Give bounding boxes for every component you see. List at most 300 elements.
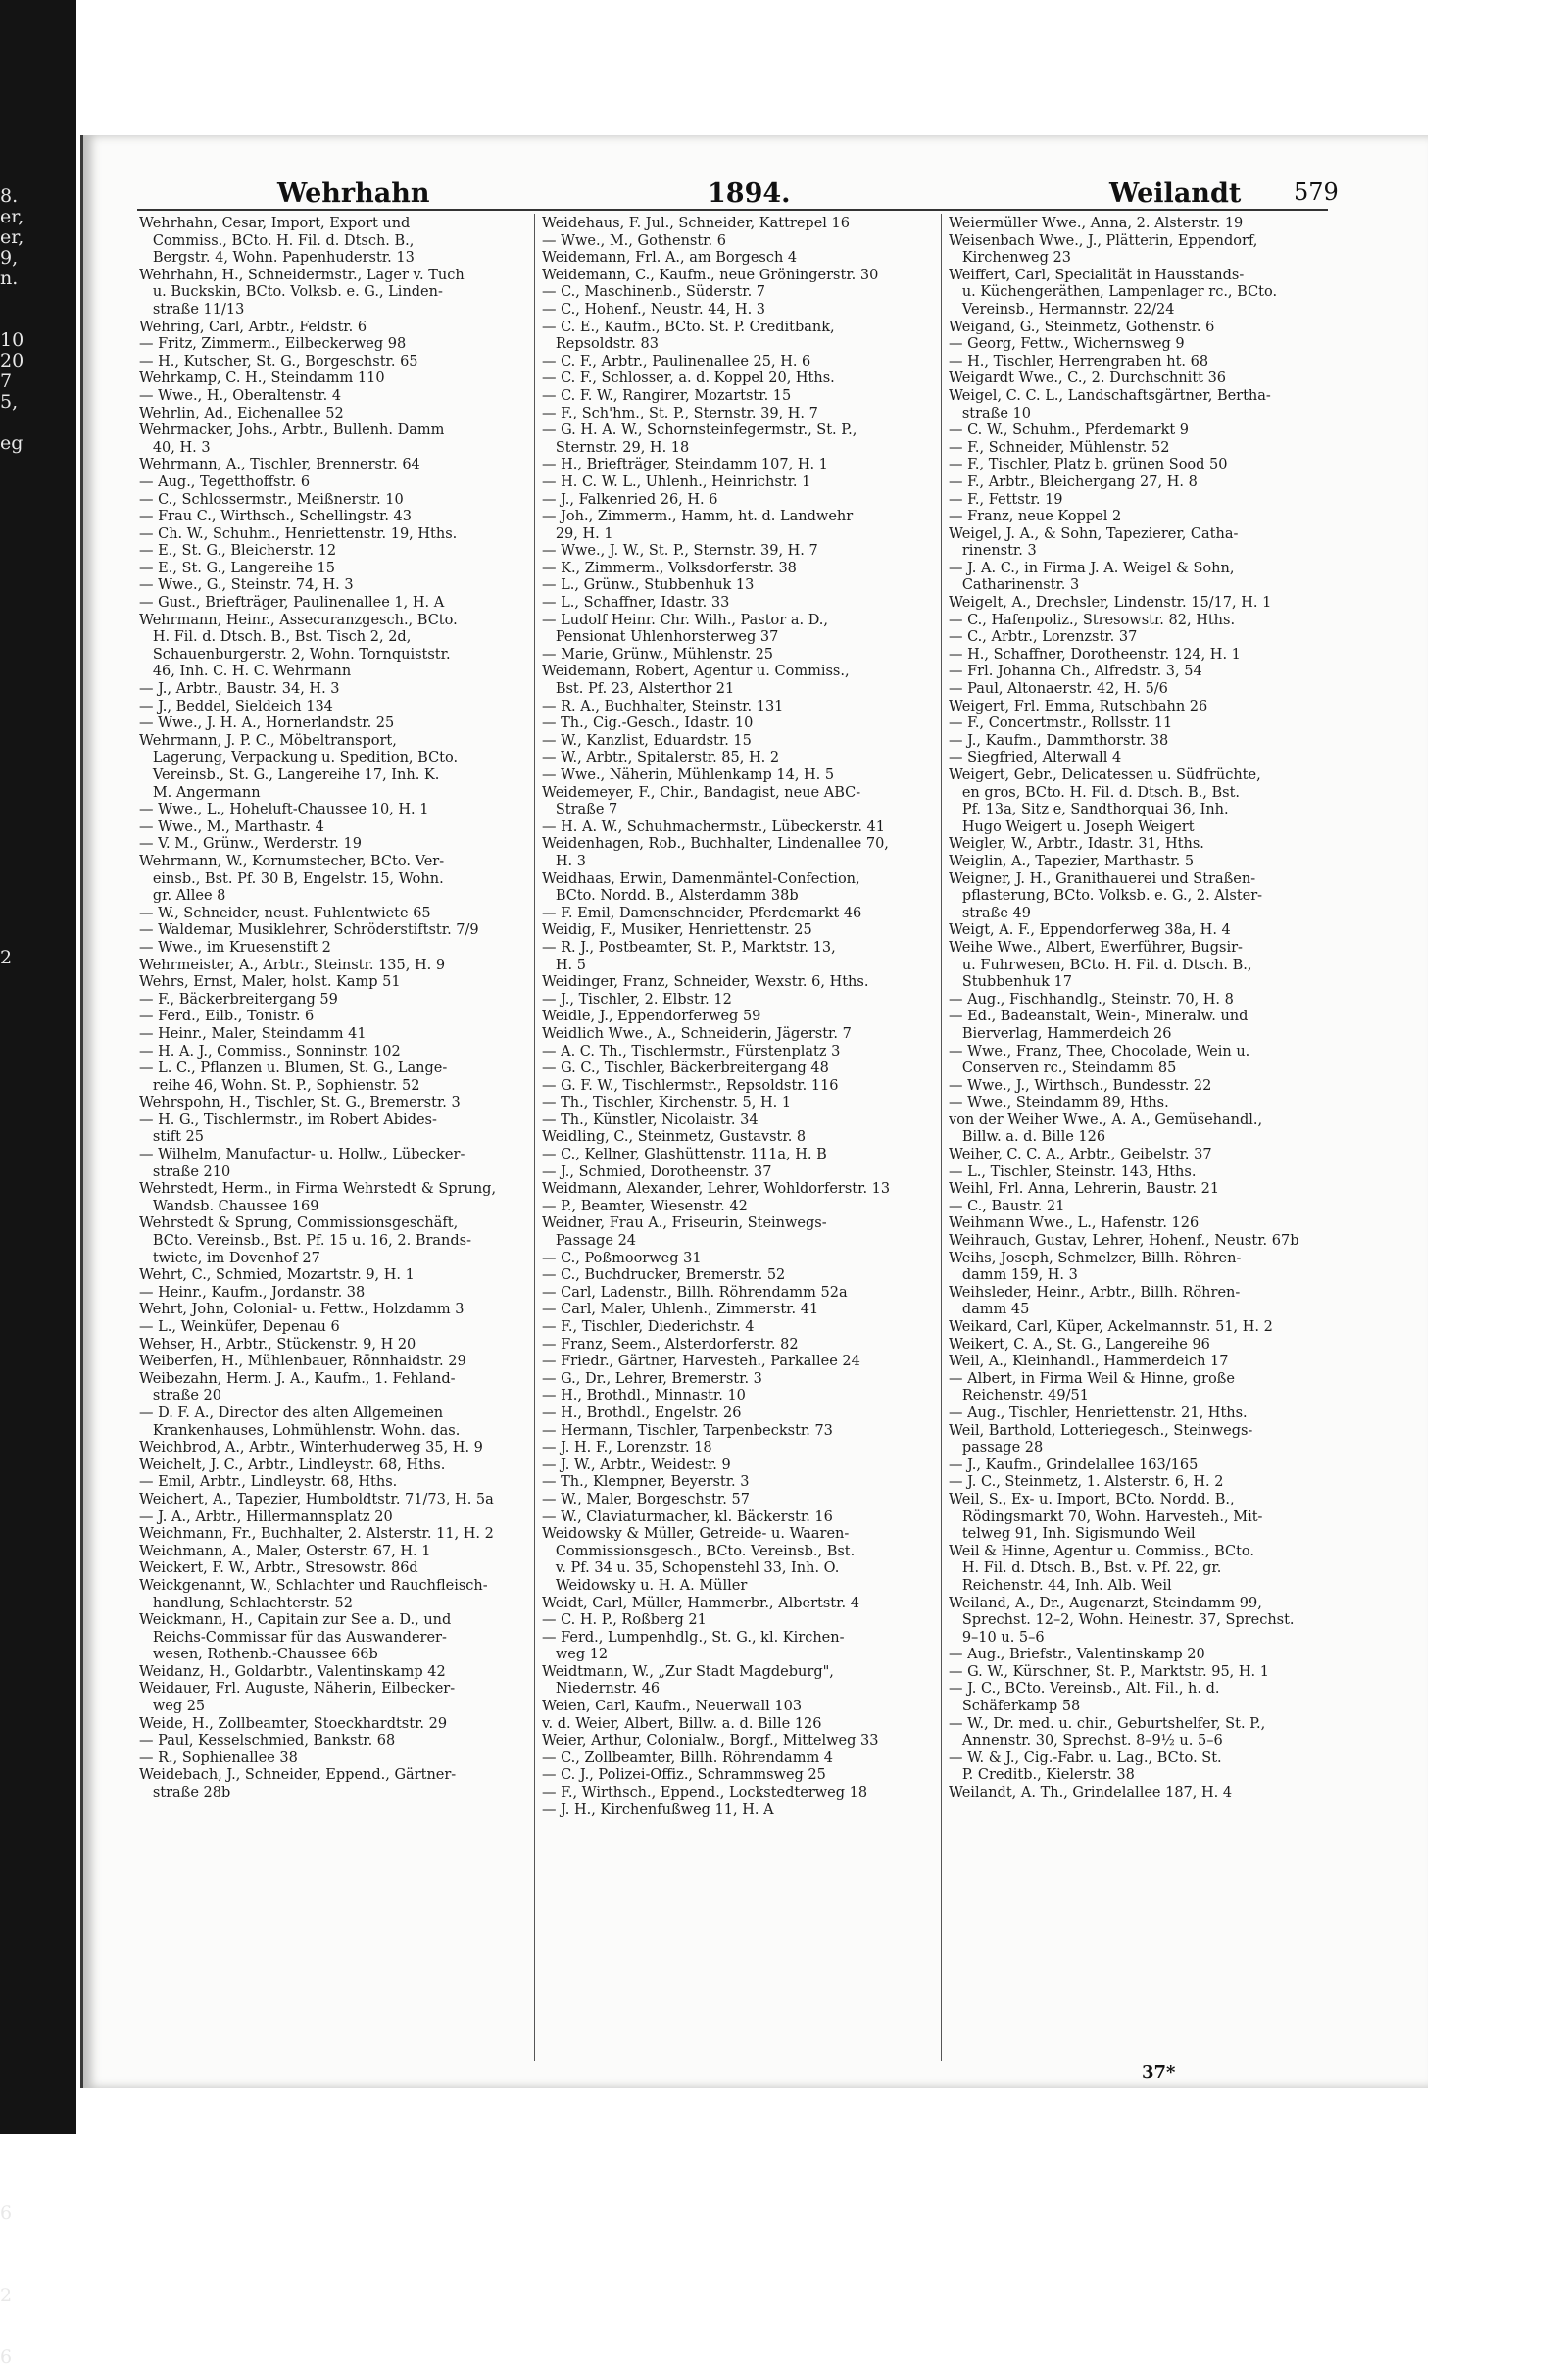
directory-entry-line: Stubbenhuk 17: [949, 974, 1072, 991]
margin-fragment: [0, 1380, 39, 1401]
margin-fragment: [0, 495, 39, 516]
margin-fragment: [0, 2245, 39, 2265]
margin-fragment: [0, 1998, 39, 2018]
directory-entry-line: — F., Concertmstr., Rollsstr. 11: [949, 715, 1173, 732]
margin-fragment: 20: [0, 351, 24, 371]
margin-fragment: [0, 1010, 39, 1030]
directory-entry-line: — Ch. W., Schuhm., Henriettenstr. 19, Hths.: [139, 525, 458, 542]
margin-fragment: [0, 1956, 39, 1977]
directory-entry-line: 40, H. 3: [139, 439, 211, 456]
directory-entry-line: H. Fil. d. Dtsch. B., Bst. Tisch 2, 2d,: [139, 629, 412, 646]
directory-entry-line: Weickmann, H., Capitain zur See a. D., und: [139, 1612, 452, 1629]
directory-entry-line: Weickert, F. W., Arbtr., Stresowstr. 86d: [139, 1560, 418, 1577]
directory-entry-line: — G. H. A. W., Schornsteinfegermstr., St. P.,: [542, 422, 858, 439]
directory-entry-line: reihe 46, Wohn. St. P., Sophienstr. 52: [139, 1077, 420, 1094]
directory-entry-line: — W., Schneider, neust. Fuhlentwiete 65: [139, 905, 431, 921]
margin-fragment: [0, 1051, 39, 1071]
directory-entry-line: — Wilhelm, Manufactur- u. Hollw., Lübecker-: [139, 1147, 466, 1163]
column-divider: [941, 214, 942, 2061]
margin-fragment: er,: [0, 227, 24, 248]
directory-entry-line: Billw. a. d. Bille 126: [949, 1129, 1106, 1146]
directory-entry-line: Weigand, G., Steinmetz, Gothenstr. 6: [949, 319, 1215, 335]
directory-entry-line: — C., Buchdrucker, Bremerstr. 52: [542, 1267, 786, 1284]
directory-entry-line: — C., Baustr. 21: [949, 1198, 1065, 1214]
directory-entry-line: Weihs, Joseph, Schmelzer, Billh. Röhren-: [949, 1250, 1242, 1266]
directory-entry-line: Weidemeyer, F., Chir., Bandagist, neue ABC-: [542, 784, 861, 801]
directory-entry-line: Weigert, Frl. Emma, Rutschbahn 26: [949, 698, 1208, 715]
directory-entry-line: passage 28: [949, 1440, 1044, 1456]
margin-fragment: [0, 1792, 39, 1812]
margin-fragment: [0, 2265, 39, 2286]
directory-entry-line: — Albert, in Firma Weil & Hinne, große: [949, 1370, 1235, 1387]
directory-entry-line: — Aug., Briefstr., Valentinskamp 20: [949, 1647, 1205, 1663]
directory-entry-line: — J., Beddel, Sieldeich 134: [139, 698, 333, 715]
directory-entry-line: — C., Kellner, Glashüttenstr. 111a, H. B: [542, 1147, 827, 1163]
directory-entry-line: — Ed., Badeanstalt, Wein-, Mineralw. und: [949, 1009, 1249, 1025]
margin-fragment: [0, 1668, 39, 1689]
directory-entry-line: 46, Inh. C. H. C. Wehrmann: [139, 664, 352, 680]
directory-entry-line: — W., Dr. med. u. chir., Geburtshelfer, St. P.,: [949, 1715, 1266, 1732]
directory-entry-line: straße 10: [949, 405, 1031, 421]
directory-entry-line: straße 11/13: [139, 301, 245, 318]
directory-entry-line: — A. C. Th., Tischlermstr., Fürstenplatz 3: [542, 1043, 841, 1060]
directory-entry-line: — Wwe., Näherin, Mühlenkamp 14, H. 5: [542, 767, 835, 783]
directory-entry-line: u. Küchengeräthen, Lampenlager rc., BCto.: [949, 284, 1278, 301]
directory-entry-line: Hugo Weigert u. Joseph Weigert: [949, 818, 1195, 835]
directory-entry-line: weg 25: [139, 1699, 206, 1715]
margin-fragment: er,: [0, 207, 24, 227]
directory-entry-line: v. d. Weier, Albert, Billw. a. d. Bille 126: [542, 1715, 822, 1732]
directory-entry-line: — Frau C., Wirthsch., Schellingstr. 43: [139, 509, 412, 525]
directory-entry-line: Weibezahn, Herm. J. A., Kaufm., 1. Fehland-: [139, 1370, 456, 1387]
directory-entry-line: Weichert, A., Tapezier, Humboldtstr. 71/73, H. 5a: [139, 1491, 494, 1507]
directory-entry-line: Weichelt, J. C., Arbtr., Lindleystr. 68, Hths.: [139, 1456, 446, 1473]
directory-entry-line: — W., Maler, Borgeschstr. 57: [542, 1491, 750, 1507]
margin-fragment: [0, 2100, 39, 2121]
directory-entry-line: — Joh., Zimmerm., Hamm, ht. d. Landwehr: [542, 509, 854, 525]
directory-entry-line: Weikard, Carl, Küper, Ackelmannstr. 51, H. 2: [949, 1319, 1273, 1335]
directory-entry-line: — Carl, Ladenstr., Billh. Röhrendamm 52a: [542, 1284, 848, 1301]
margin-fragment: [0, 1565, 39, 1586]
directory-entry-line: weg 12: [542, 1647, 609, 1663]
directory-entry-line: Weigner, J. H., Granithauerei und Straßen-: [949, 870, 1256, 887]
directory-entry-line: — C. F., Schlosser, a. d. Koppel 20, Hths.: [542, 370, 835, 387]
directory-entry-line: — Heinr., Maler, Steindamm 41: [139, 1025, 367, 1042]
directory-entry-line: — C. E., Kaufm., BCto. St. P. Creditbank,: [542, 319, 835, 335]
margin-fragment: [0, 310, 39, 330]
directory-entry-line: — Th., Künstler, Nicolaistr. 34: [542, 1111, 759, 1128]
margin-fragment: [0, 1174, 39, 1195]
directory-entry-line: — R. J., Postbeamter, St. P., Marktstr. 13,: [542, 939, 836, 956]
margin-fragment: [0, 2018, 39, 2039]
directory-entry-line: — Paul, Altonaerstr. 42, H. 5/6: [949, 681, 1168, 698]
directory-entry-line: — L., Grünw., Stubbenhuk 13: [542, 577, 755, 594]
margin-fragment: [0, 1030, 39, 1051]
directory-entry-line: Weigel, C. C. L., Landschaftsgärtner, Bertha-: [949, 387, 1271, 404]
directory-entry-line: — G., Dr., Lehrer, Bremerstr. 3: [542, 1370, 762, 1387]
directory-entry-line: damm 45: [949, 1302, 1030, 1318]
directory-entry-line: — J. H. F., Lorenzstr. 18: [542, 1440, 712, 1456]
margin-fragment: [0, 557, 39, 577]
directory-entry-line: Wehrmeister, A., Arbtr., Steinstr. 135, H. 9: [139, 957, 446, 973]
directory-entry-line: — Aug., Tischler, Henriettenstr. 21, Hths.: [949, 1405, 1248, 1421]
margin-fragment: [0, 1524, 39, 1545]
directory-entry-line: — F., Bäckerbreitergang 59: [139, 991, 338, 1008]
directory-entry-line: Weidlich Wwe., A., Schneiderin, Jägerstr. 7: [542, 1025, 852, 1042]
margin-fragment: [0, 865, 39, 886]
directory-entry-line: — W., Arbtr., Spitalerstr. 85, H. 2: [542, 750, 780, 766]
directory-entry-line: — Ferd., Eilb., Tonistr. 6: [139, 1009, 315, 1025]
directory-entry-line: — C. H. P., Roßberg 21: [542, 1612, 707, 1629]
directory-entry-line: pflasterung, BCto. Volksb. e. G., 2. Alster-: [949, 888, 1263, 905]
directory-entry-line: — C. J., Polizei-Offiz., Schrammsweg 25: [542, 1767, 826, 1784]
margin-fragment: [0, 1462, 39, 1483]
directory-entry-line: Vereinsb., Hermannstr. 22/24: [949, 301, 1175, 318]
directory-entry-line: Weigel, J. A., & Sohn, Tapezierer, Catha-: [949, 525, 1239, 542]
directory-entry-line: — K., Zimmerm., Volksdorferstr. 38: [542, 560, 797, 576]
directory-entry-line: Schauenburgerstr. 2, Wohn. Tornquiststr.: [139, 646, 451, 663]
directory-entry-line: — L., Weinküfer, Depenau 6: [139, 1319, 340, 1335]
directory-entry-line: Weickgenannt, W., Schlachter und Rauchfleisch-: [139, 1577, 488, 1594]
directory-entry-line: — C., Poßmoorweg 31: [542, 1250, 702, 1266]
directory-entry-line: — Wwe., M., Marthastr. 4: [139, 818, 324, 835]
margin-fragment: [0, 1298, 39, 1318]
margin-fragment: [0, 1483, 39, 1504]
directory-entry-line: — Ludolf Heinr. Chr. Wilh., Pastor a. D.,: [542, 612, 829, 628]
margin-fragment: [0, 454, 39, 474]
margin-fragment: [0, 618, 39, 639]
directory-entry-line: P. Creditb., Kielerstr. 38: [949, 1767, 1135, 1784]
margin-fragment: [0, 2142, 39, 2162]
margin-fragment: [0, 824, 39, 845]
directory-entry-line: Weien, Carl, Kaufm., Neuerwall 103: [542, 1699, 803, 1715]
directory-entry-line: — J. A., Arbtr., Hillermannsplatz 20: [139, 1508, 393, 1525]
directory-entry-line: H. 5: [542, 957, 586, 973]
directory-entry-line: Weidinger, Franz, Schneider, Wexstr. 6, Hths.: [542, 974, 869, 991]
directory-entry-line: Wehrmann, W., Kornumstecher, BCto. Ver-: [139, 853, 445, 869]
margin-fragment: eg: [0, 433, 24, 454]
directory-entry-line: — Carl, Maler, Uhlenh., Zimmerstr. 41: [542, 1302, 819, 1318]
directory-entry-line: Wehrt, C., Schmied, Mozartstr. 9, H. 1: [139, 1267, 415, 1284]
directory-entry-line: — J., Schmied, Dorotheenstr. 37: [542, 1163, 772, 1180]
directory-entry-line: H. 3: [542, 853, 586, 869]
directory-entry-line: Weidtmann, W., „Zur Stadt Magdeburg",: [542, 1663, 834, 1680]
header-year: 1894.: [708, 178, 791, 209]
directory-entry-line: — J., Falkenried 26, H. 6: [542, 491, 718, 508]
directory-entry-line: — E., St. G., Bleicherstr. 12: [139, 543, 337, 560]
directory-entry-line: Weiher, C. C. A., Arbtr., Geibelstr. 37: [949, 1147, 1212, 1163]
directory-entry-line: — C., Hohenf., Neustr. 44, H. 3: [542, 301, 766, 318]
directory-entry-line: Wehrmann, J. P. C., Möbeltransport,: [139, 732, 397, 749]
directory-entry-line: von der Weiher Wwe., A. A., Gemüsehandl.,: [949, 1111, 1263, 1128]
directory-entry-line: straße 49: [949, 905, 1031, 921]
directory-entry-line: — H., Brothdl., Engelstr. 26: [542, 1405, 742, 1421]
margin-fragment: [0, 783, 39, 804]
margin-fragment: [0, 1359, 39, 1380]
margin-fragment: [0, 1812, 39, 1833]
directory-entry-line: Reichenstr. 44, Inh. Alb. Weil: [949, 1577, 1172, 1594]
directory-entry-line: Weil & Hinne, Agentur u. Commiss., BCto.: [949, 1543, 1254, 1559]
directory-entry-line: — H. G., Tischlermstr., im Robert Abides-: [139, 1111, 437, 1128]
column-divider: [534, 214, 535, 2061]
directory-entry-line: — C., Schlossermstr., Meißnerstr. 10: [139, 491, 404, 508]
directory-entry-line: Weihe Wwe., Albert, Ewerführer, Bugsir-: [949, 939, 1243, 956]
directory-entry-line: — Waldemar, Musiklehrer, Schröderstiftstr. 7/9: [139, 922, 479, 939]
margin-fragment: [0, 2162, 39, 2183]
margin-fragment: [0, 1318, 39, 1339]
directory-entry-line: Wehrspohn, H., Tischler, St. G., Bremerstr. 3: [139, 1095, 461, 1111]
directory-entry-line: BCto. Vereinsb., Bst. Pf. 15 u. 16, 2. Brands-: [139, 1233, 472, 1250]
margin-fragment: [0, 289, 39, 310]
directory-entry-line: straße 20: [139, 1388, 221, 1405]
directory-entry-line: Krankenhauses, Lohmühlenstr. Wohn. das.: [139, 1422, 461, 1439]
margin-fragment: [0, 1071, 39, 1092]
directory-entry-line: — J., Arbtr., Baustr. 34, H. 3: [139, 681, 340, 698]
directory-entry-line: Wandsb. Chaussee 169: [139, 1198, 319, 1214]
margin-fragment: [0, 598, 39, 618]
directory-entry-line: — D. F. A., Director des alten Allgemeinen: [139, 1405, 444, 1421]
directory-entry-line: — F., Sch'hm., St. P., Sternstr. 39, H. 7: [542, 405, 818, 421]
directory-entry-line: Weilandt, A. Th., Grindelallee 187, H. 4: [949, 1785, 1233, 1801]
directory-entry-line: — H. A. W., Schuhmachermstr., Lübeckerstr. 41: [542, 818, 886, 835]
margin-fragment: [0, 680, 39, 701]
directory-entry-line: straße 28b: [139, 1785, 231, 1801]
margin-fragment: [0, 927, 39, 948]
directory-entry-line: Weikert, C. A., St. G., Langereihe 96: [949, 1336, 1210, 1353]
directory-entry-line: Weidle, J., Eppendorferweg 59: [542, 1009, 761, 1025]
directory-entry-line: — Paul, Kesselschmied, Bankstr. 68: [139, 1733, 396, 1750]
margin-fragment: 6: [0, 2203, 13, 2224]
directory-entry-line: Weigardt Wwe., C., 2. Durchschnitt 36: [949, 370, 1227, 387]
directory-entry-line: — J. W., Arbtr., Weidestr. 9: [542, 1456, 731, 1473]
directory-entry-line: Weidhaas, Erwin, Damenmäntel-Confection,: [542, 870, 860, 887]
directory-entry-line: Weidemann, Robert, Agentur u. Commiss.,: [542, 664, 850, 680]
directory-entry-line: — Ferd., Lumpenhdlg., St. G., kl. Kirchen-: [542, 1629, 845, 1646]
margin-fragment: [0, 763, 39, 783]
directory-entry-line: — C., Arbtr., Lorenzstr. 37: [949, 629, 1138, 646]
directory-entry-line: — Aug., Fischhandlg., Steinstr. 70, H. 8: [949, 991, 1234, 1008]
margin-fragment: [0, 1853, 39, 1874]
directory-entry-line: Weidmann, Alexander, Lehrer, Wohldorferstr. 13: [542, 1181, 891, 1198]
margin-fragment: [0, 2306, 39, 2327]
directory-entry-line: Weiffert, Carl, Specialität in Hausstands-: [949, 267, 1245, 283]
directory-column-3: [949, 216, 1329, 1802]
directory-entry-line: handlung, Schlachterstr. 52: [139, 1595, 353, 1611]
margin-fragment: [0, 413, 39, 433]
directory-entry-line: en gros, BCto. H. Fil. d. Dtsch. B., Bst.: [949, 784, 1241, 801]
directory-entry-line: Sternstr. 29, H. 18: [542, 439, 690, 456]
margin-fragment: [0, 1504, 39, 1524]
directory-entry-line: — Wwe., Steindamm 89, Hths.: [949, 1095, 1169, 1111]
directory-entry-line: stift 25: [139, 1129, 204, 1146]
directory-entry-line: Weil, S., Ex- u. Import, BCto. Nordd. B.,: [949, 1491, 1235, 1507]
directory-entry-line: M. Angermann: [139, 784, 261, 801]
directory-entry-line: Weil, Barthold, Lotteriegesch., Steinwegs-: [949, 1422, 1253, 1439]
previous-page-margin-fragments: [0, 186, 39, 2368]
directory-entry-line: — J. C., Steinmetz, 1. Alsterstr. 6, H. 2: [949, 1474, 1224, 1491]
directory-entry-line: — C. W., Schuhm., Pferdemarkt 9: [949, 422, 1190, 439]
directory-entry-line: Weihl, Frl. Anna, Lehrerin, Baustr. 21: [949, 1181, 1220, 1198]
directory-entry-line: Wehrstedt & Sprung, Commissionsgeschäft,: [139, 1215, 459, 1232]
directory-column-1: [139, 216, 523, 1802]
margin-fragment: [0, 577, 39, 598]
margin-fragment: [0, 1689, 39, 1709]
margin-fragment: [0, 2327, 39, 2347]
directory-entry-line: Wehrt, John, Colonial- u. Fettw., Holzdamm 3: [139, 1302, 465, 1318]
directory-entry-line: Weidling, C., Steinmetz, Gustavstr. 8: [542, 1129, 807, 1146]
margin-fragment: [0, 474, 39, 495]
directory-entry-line: Weihmann Wwe., L., Hafenstr. 126: [949, 1215, 1200, 1232]
directory-entry-line: Weidowsky & Müller, Getreide- u. Waaren-: [542, 1526, 850, 1543]
directory-entry-line: — V. M., Grünw., Werderstr. 19: [139, 836, 362, 853]
directory-entry-line: — H., Tischler, Herrengraben ht. 68: [949, 353, 1209, 370]
directory-entry-line: — F. Emil, Damenschneider, Pferdemarkt 46: [542, 905, 862, 921]
directory-entry-line: — Franz, neue Koppel 2: [949, 509, 1122, 525]
margin-fragment: 7: [0, 371, 13, 392]
directory-entry-line: — G. F. W., Tischlermstr., Repsoldstr. 116: [542, 1077, 839, 1094]
directory-entry-line: Weigelt, A., Drechsler, Lindenstr. 15/17, H. 1: [949, 595, 1272, 612]
directory-entry-line: Niedernstr. 46: [542, 1681, 661, 1698]
directory-entry-line: Weidebach, J., Schneider, Eppend., Gärtner-: [139, 1767, 457, 1784]
margin-fragment: [0, 1401, 39, 1421]
margin-fragment: [0, 2059, 39, 2080]
margin-fragment: [0, 845, 39, 865]
margin-fragment: [0, 1833, 39, 1853]
directory-entry-line: Bierverlag, Hammerdeich 26: [949, 1025, 1172, 1042]
directory-entry-line: — Gust., Briefträger, Paulinenallee 1, H. A: [139, 595, 445, 612]
directory-entry-line: Weigt, A. F., Eppendorferweg 38a, H. 4: [949, 922, 1231, 939]
directory-entry-line: — J. C., BCto. Vereinsb., Alt. Fil., h. d.: [949, 1681, 1220, 1698]
directory-entry-line: — C., Hafenpoliz., Stresowstr. 82, Hths.: [949, 612, 1236, 628]
directory-entry-line: Passage 24: [542, 1233, 637, 1250]
margin-fragment: [0, 886, 39, 907]
margin-fragment: [0, 968, 39, 989]
margin-fragment: [0, 1092, 39, 1112]
page-number: 579: [1294, 178, 1339, 206]
directory-entry-line: — Heinr., Kaufm., Jordanstr. 38: [139, 1284, 366, 1301]
margin-fragment: [0, 721, 39, 742]
directory-entry-line: — W. & J., Cig.-Fabr. u. Lag., BCto. St.: [949, 1750, 1222, 1766]
directory-entry-line: — Aug., Tegetthoffstr. 6: [139, 473, 311, 490]
directory-entry-line: — Wwe., H., Oberaltenstr. 4: [139, 387, 342, 404]
directory-entry-line: — Wwe., J. H. A., Hornerlandstr. 25: [139, 715, 395, 732]
directory-entry-line: Weidner, Frau A., Friseurin, Steinwegs-: [542, 1215, 827, 1232]
directory-entry-line: — C. F. W., Rangirer, Mozartstr. 15: [542, 387, 792, 404]
directory-entry-line: — Wwe., J. W., St. P., Sternstr. 39, H. 7: [542, 543, 818, 560]
directory-entry-line: — H., Briefträger, Steindamm 107, H. 1: [542, 457, 828, 473]
margin-fragment: [0, 1627, 39, 1648]
header-left-keyword: Wehrhahn: [277, 178, 430, 209]
directory-entry-line: — H. C. W. L., Uhlenh., Heinrichstr. 1: [542, 473, 811, 490]
directory-entry-line: Schäferkamp 58: [949, 1699, 1081, 1715]
margin-fragment: 5,: [0, 392, 19, 413]
directory-entry-line: — F., Schneider, Mühlenstr. 52: [949, 439, 1170, 456]
margin-fragment: [0, 1915, 39, 1936]
directory-entry-line: Wehrmann, Heinr., Assecuranzgesch., BCto.: [139, 612, 458, 628]
directory-entry-line: wesen, Rothenb.-Chaussee 66b: [139, 1647, 378, 1663]
directory-entry-line: Wehrkamp, C. H., Steindamm 110: [139, 370, 385, 387]
directory-entry-line: telweg 91, Inh. Sigismundo Weil: [949, 1526, 1196, 1543]
margin-fragment: 9,: [0, 248, 19, 269]
margin-fragment: [0, 536, 39, 557]
directory-entry-line: — Wwe., im Kruesenstift 2: [139, 939, 331, 956]
directory-entry-line: — H., Kutscher, St. G., Borgeschstr. 65: [139, 353, 418, 370]
directory-entry-line: — Siegfried, Alterwall 4: [949, 750, 1122, 766]
directory-entry-line: — J., Tischler, 2. Elbstr. 12: [542, 991, 732, 1008]
directory-entry-line: einsb., Bst. Pf. 30 B, Engelstr. 15, Wohn.: [139, 870, 444, 887]
margin-fragment: [0, 1895, 39, 1915]
directory-entry-line: Wehrstedt, Herm., in Firma Wehrstedt & Sprung,: [139, 1181, 497, 1198]
margin-fragment: 10: [0, 330, 24, 351]
directory-entry-line: Weidemann, Frl. A., am Borgesch 4: [542, 250, 798, 267]
directory-entry-line: — Marie, Grünw., Mühlenstr. 25: [542, 646, 774, 663]
directory-entry-line: — Emil, Arbtr., Lindleystr. 68, Hths.: [139, 1474, 398, 1491]
directory-entry-line: Weidemann, C., Kaufm., neue Gröningerstr. 30: [542, 267, 879, 283]
directory-entry-line: Sprechst. 12–2, Wohn. Heinestr. 37, Sprechst.: [949, 1612, 1295, 1629]
directory-entry-line: — R. A., Buchhalter, Steinstr. 131: [542, 698, 784, 715]
directory-entry-line: Weihsleder, Heinr., Arbtr., Billh. Röhren-: [949, 1284, 1241, 1301]
directory-entry-line: Rödingsmarkt 70, Wohn. Harvesteh., Mit-: [949, 1508, 1263, 1525]
directory-entry-line: Reichenstr. 49/51: [949, 1388, 1089, 1405]
directory-entry-line: — L., Schaffner, Idastr. 33: [542, 595, 730, 612]
directory-entry-line: Wehrmacker, Johs., Arbtr., Bullenh. Damm: [139, 422, 445, 439]
directory-entry-line: — Friedr., Gärtner, Harvesteh., Parkallee 24: [542, 1354, 860, 1370]
directory-entry-line: — J., Kaufm., Grindelallee 163/165: [949, 1456, 1199, 1473]
directory-entry-line: u. Buckskin, BCto. Volksb. e. G., Linden-: [139, 284, 443, 301]
margin-fragment: [0, 701, 39, 721]
directory-entry-line: Weichmann, Fr., Buchhalter, 2. Alsterstr. 11, H. 2: [139, 1526, 494, 1543]
directory-entry-line: — J., Kaufm., Dammthorstr. 38: [949, 732, 1169, 749]
directory-entry-line: Lagerung, Verpackung u. Spedition, BCto.: [139, 750, 459, 766]
directory-entry-line: — Th., Tischler, Kirchenstr. 5, H. 1: [542, 1095, 792, 1111]
margin-fragment: [0, 1606, 39, 1627]
directory-entry-line: Wehser, H., Arbtr., Stückenstr. 9, H 20: [139, 1336, 416, 1353]
directory-entry-line: — W., Claviaturmacher, kl. Bäckerstr. 16: [542, 1508, 833, 1525]
directory-entry-line: — C., Zollbeamter, Billh. Röhrendamm 4: [542, 1750, 834, 1766]
directory-entry-line: — Th., Klempner, Beyerstr. 3: [542, 1474, 750, 1491]
directory-entry-line: 9–10 u. 5–6: [949, 1629, 1045, 1646]
directory-entry-line: — F., Arbtr., Bleichergang 27, H. 8: [949, 473, 1198, 490]
margin-fragment: [0, 1112, 39, 1133]
directory-entry-line: — H. A. J., Commiss., Sonninstr. 102: [139, 1043, 401, 1060]
margin-fragment: [0, 639, 39, 660]
directory-entry-line: straße 210: [139, 1163, 231, 1180]
margin-fragment: [0, 2183, 39, 2203]
directory-entry-line: twiete, im Dovenhof 27: [139, 1250, 320, 1266]
margin-fragment: [0, 1195, 39, 1215]
directory-entry-line: Weier, Arthur, Colonialw., Borgf., Mittelweg 33: [542, 1733, 879, 1750]
margin-fragment: [0, 1236, 39, 1257]
directory-entry-line: Catharinenstr. 3: [949, 577, 1080, 594]
margin-fragment: [0, 1648, 39, 1668]
directory-entry-line: Weichmann, A., Maler, Osterstr. 67, H. 1: [139, 1543, 431, 1559]
directory-entry-line: Weidauer, Frl. Auguste, Näherin, Eilbecker-: [139, 1681, 456, 1698]
margin-fragment: [0, 1133, 39, 1154]
directory-entry-line: Weidt, Carl, Müller, Hammerbr., Albertstr. 4: [542, 1595, 859, 1611]
margin-fragment: 2: [0, 2286, 13, 2306]
directory-entry-line: — Wwe., Franz, Thee, Chocolade, Wein u.: [949, 1043, 1250, 1060]
directory-entry-line: — Georg, Fettw., Wichernsweg 9: [949, 336, 1185, 353]
directory-entry-line: — G. W., Kürschner, St. P., Marktstr. 95, H. 1: [949, 1663, 1269, 1680]
directory-entry-line: — C. F., Arbtr., Paulinenallee 25, H. 6: [542, 353, 811, 370]
directory-entry-line: Weihrauch, Gustav, Lehrer, Hohenf., Neustr. 67b: [949, 1233, 1299, 1250]
directory-entry-line: Weisenbach Wwe., J., Plätterin, Eppendorf,: [949, 232, 1258, 249]
margin-fragment: [0, 1751, 39, 1771]
directory-entry-line: Wehrhahn, Cesar, Import, Export und: [139, 216, 411, 231]
directory-entry-line: — R., Sophienallee 38: [139, 1750, 298, 1766]
directory-entry-line: Vereinsb., St. G., Langereihe 17, Inh. K.: [139, 767, 440, 783]
margin-fragment: [0, 1874, 39, 1895]
